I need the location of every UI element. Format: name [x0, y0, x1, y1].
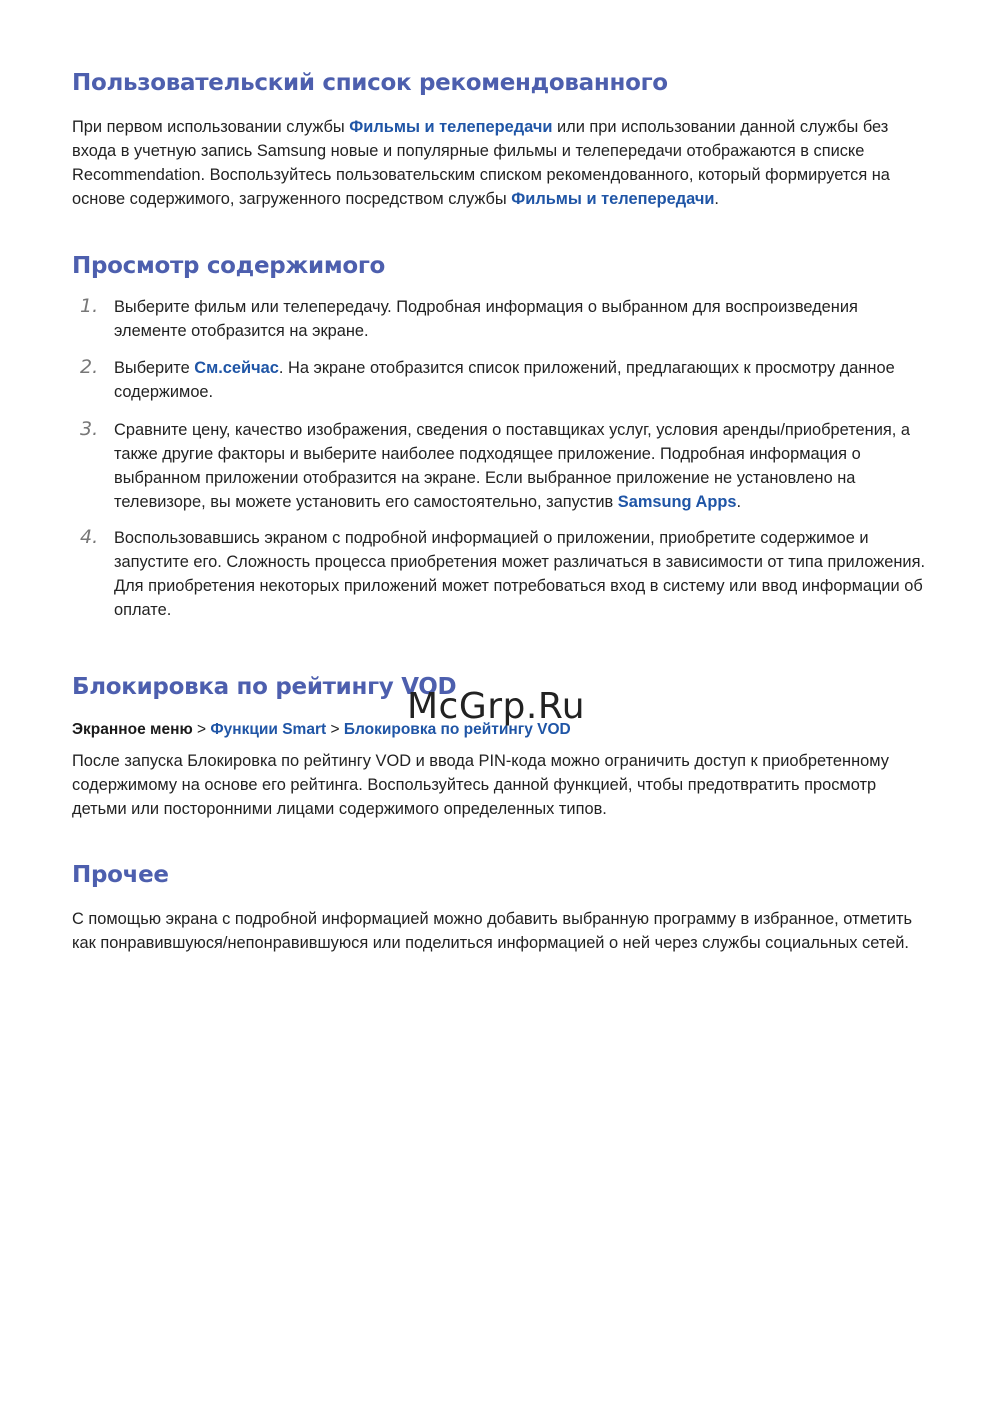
step-text: Выберите фильм или телепередачу. Подробная информация о выбранном для воспроизведения элементе отобразится на экране.: [114, 298, 858, 340]
link-samsung-apps[interactable]: Samsung Apps: [617, 493, 737, 511]
watermark: McGrp.Ru: [407, 686, 586, 727]
heading-view-content: Просмотр содержимого: [72, 253, 386, 279]
heading-vod-lock: Блокировка по рейтингу VOD: [72, 674, 457, 700]
crumb-vod-lock[interactable]: Блокировка по рейтингу VOD: [343, 721, 571, 738]
heading-other: Прочее: [72, 862, 169, 888]
paragraph-vod-lock: После запуска Блокировка по рейтингу VOD и ввода PIN-кода можно ограничить доступ к приобретенному содержимому на основе его рейтинга. Воспользуйтесь данной функцией, чтобы предотвратить просмотр детьми или посторонними лицами содержимого определенных типов.: [72, 752, 889, 818]
step-3: [72, 418, 932, 514]
paragraph-recommend: При первом использовании службы Фильмы и телепередачи или при использовании данной службы без входа в учетную запись Samsung новые и популярные фильмы и телепередачи отображаются в списке Recommendation. Воспользуйтесь пользовательским списком рекомендованного, который формируется на основе содержимого, загруженного посредством службы Фильмы и телепередачи.: [72, 118, 890, 208]
step-1: [72, 295, 932, 343]
crumb-screen-menu[interactable]: Экранное меню: [72, 721, 193, 738]
step-text: Выберите См.сейчас. На экране отобразится список приложений, предлагающих к просмотру данное содержимое.: [114, 359, 895, 401]
step-text: Сравните цену, качество изображения, сведения о поставщиках услуг, условия аренды/приобретения, а также другие факторы и выберите наиболее подходящее приложение. Подробная информация о выбранном приложении отобразится на экране. Если выбранное приложение не установлено на телевизоре, вы можете установить его самостоятельно, запустив Samsung Apps.: [114, 421, 910, 511]
link-movies-tv-2[interactable]: Фильмы и телепередачи: [511, 190, 715, 208]
heading-recommend: Пользовательский список рекомендованного: [72, 70, 668, 96]
crumb-smart-functions[interactable]: Функции Smart: [210, 721, 327, 738]
step-number: 1.: [80, 295, 99, 317]
breadcrumb: Экранное меню > Функции Smart > Блокировка по рейтингу VOD: [72, 721, 571, 738]
link-watch-now[interactable]: См.сейчас: [194, 359, 279, 377]
link-movies-tv[interactable]: Фильмы и телепередачи: [349, 118, 553, 136]
step-4: [72, 526, 932, 622]
step-number: 3.: [80, 418, 99, 440]
step-text: Воспользовавшись экраном с подробной информацией о приложении, приобретите содержимое и запустите его. Сложность процесса приобретения может различаться в зависимости от типа приложения. Для приобретения некоторых приложений может потребоваться вход в систему или ввод информации об оплате.: [114, 529, 925, 619]
step-number: 2.: [80, 356, 99, 378]
step-number: 4.: [80, 526, 99, 548]
step-2: [72, 356, 932, 404]
paragraph-other: С помощью экрана с подробной информацией можно добавить выбранную программу в избранное, отметить как понравившуюся/непонравившуюся или поделиться информацией о ней через службы социальных сетей.: [72, 910, 913, 952]
